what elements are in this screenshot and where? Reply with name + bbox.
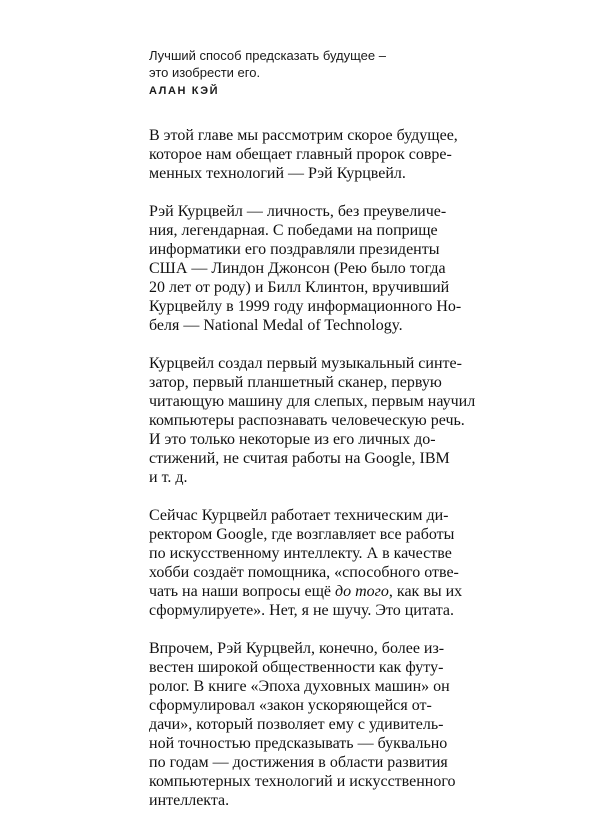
text-line: которое нам обещает главный пророк совре- (149, 146, 452, 163)
text-line: затор, первый планшетный сканер, первую (149, 374, 442, 391)
text-line: и т. д. (149, 469, 188, 486)
chapter-body (149, 126, 479, 829)
paragraph (149, 202, 479, 335)
text-line: по годам — достижения в области развития (149, 754, 448, 771)
text-line: сформулировал «закон ускоряющейся от- (149, 697, 432, 714)
epigraph-quote-line: это изобрести его. (149, 64, 261, 80)
text-line: И это только некоторые из его личных до- (149, 431, 436, 448)
paragraph (149, 126, 479, 183)
text-line: хобби создаёт помощника, «способного отве- (149, 564, 459, 581)
text-line: сформулируете». Нет, я не шучу. Это цитата. (149, 602, 455, 619)
text-line: 20 лет от роду) и Билл Клинтон, вручивший (149, 279, 450, 296)
text-line: интеллекта. (149, 792, 230, 809)
text-line: компьютерных технологий и искусственного (149, 773, 456, 790)
text-line: Курцвейл создал первый музыкальный синте- (149, 355, 462, 372)
emphasis-text: до того (335, 583, 389, 600)
text-line: ния, легендарная. С победами на поприще (149, 222, 438, 239)
text-line: менных технологий — Рэй Курцвейл. (149, 165, 406, 182)
text-line: В этой главе мы рассмотрим скорое будущее, (149, 127, 458, 144)
text-line: дачи», который позволяет ему с удивитель- (149, 716, 444, 733)
text-line: ной точностью предсказывать — буквально (149, 735, 448, 752)
text-line: по искусственному интеллекту. А в качестве (149, 545, 452, 562)
text-segment: чать на наши вопросы ещё (149, 583, 336, 600)
text-line: ректором Google, где возглавляет все работы (149, 526, 455, 543)
paragraph (149, 354, 479, 487)
epigraph (149, 48, 469, 100)
text-line: ролог. В книге «Эпоха духовных машин» он (149, 678, 450, 695)
text-line: вестен широкой общественности как футу- (149, 659, 444, 676)
text-line: стижений, не считая работы на Google, IBM (149, 450, 450, 467)
text-line-with-emphasis (149, 582, 479, 601)
paragraph (149, 639, 479, 810)
text-line: Сейчас Курцвейл работает техническим ди- (149, 507, 449, 524)
epigraph-author: АЛАН КЭЙ (149, 85, 220, 97)
text-line: беля — National Medal of Technology. (149, 317, 403, 334)
text-line: компьютеры распознавать человеческую речь. (149, 412, 465, 429)
text-line: читающую машину для слепых, первым научил (149, 393, 476, 410)
text-segment: , как вы их (388, 583, 463, 600)
epigraph-quote-line: Лучший способ предсказать будущее – (149, 48, 386, 63)
text-line: Рэй Курцвейл — личность, без преувеличе- (149, 203, 447, 220)
text-line: Впрочем, Рэй Курцвейл, конечно, более из- (149, 640, 445, 657)
text-line: США — Линдон Джонсон (Рею было тогда (149, 260, 446, 277)
text-line: Курцвейлу в 1999 году информационного Но- (149, 298, 462, 315)
paragraph (149, 506, 479, 620)
text-line: информатики его поздравляли президенты (149, 241, 440, 258)
